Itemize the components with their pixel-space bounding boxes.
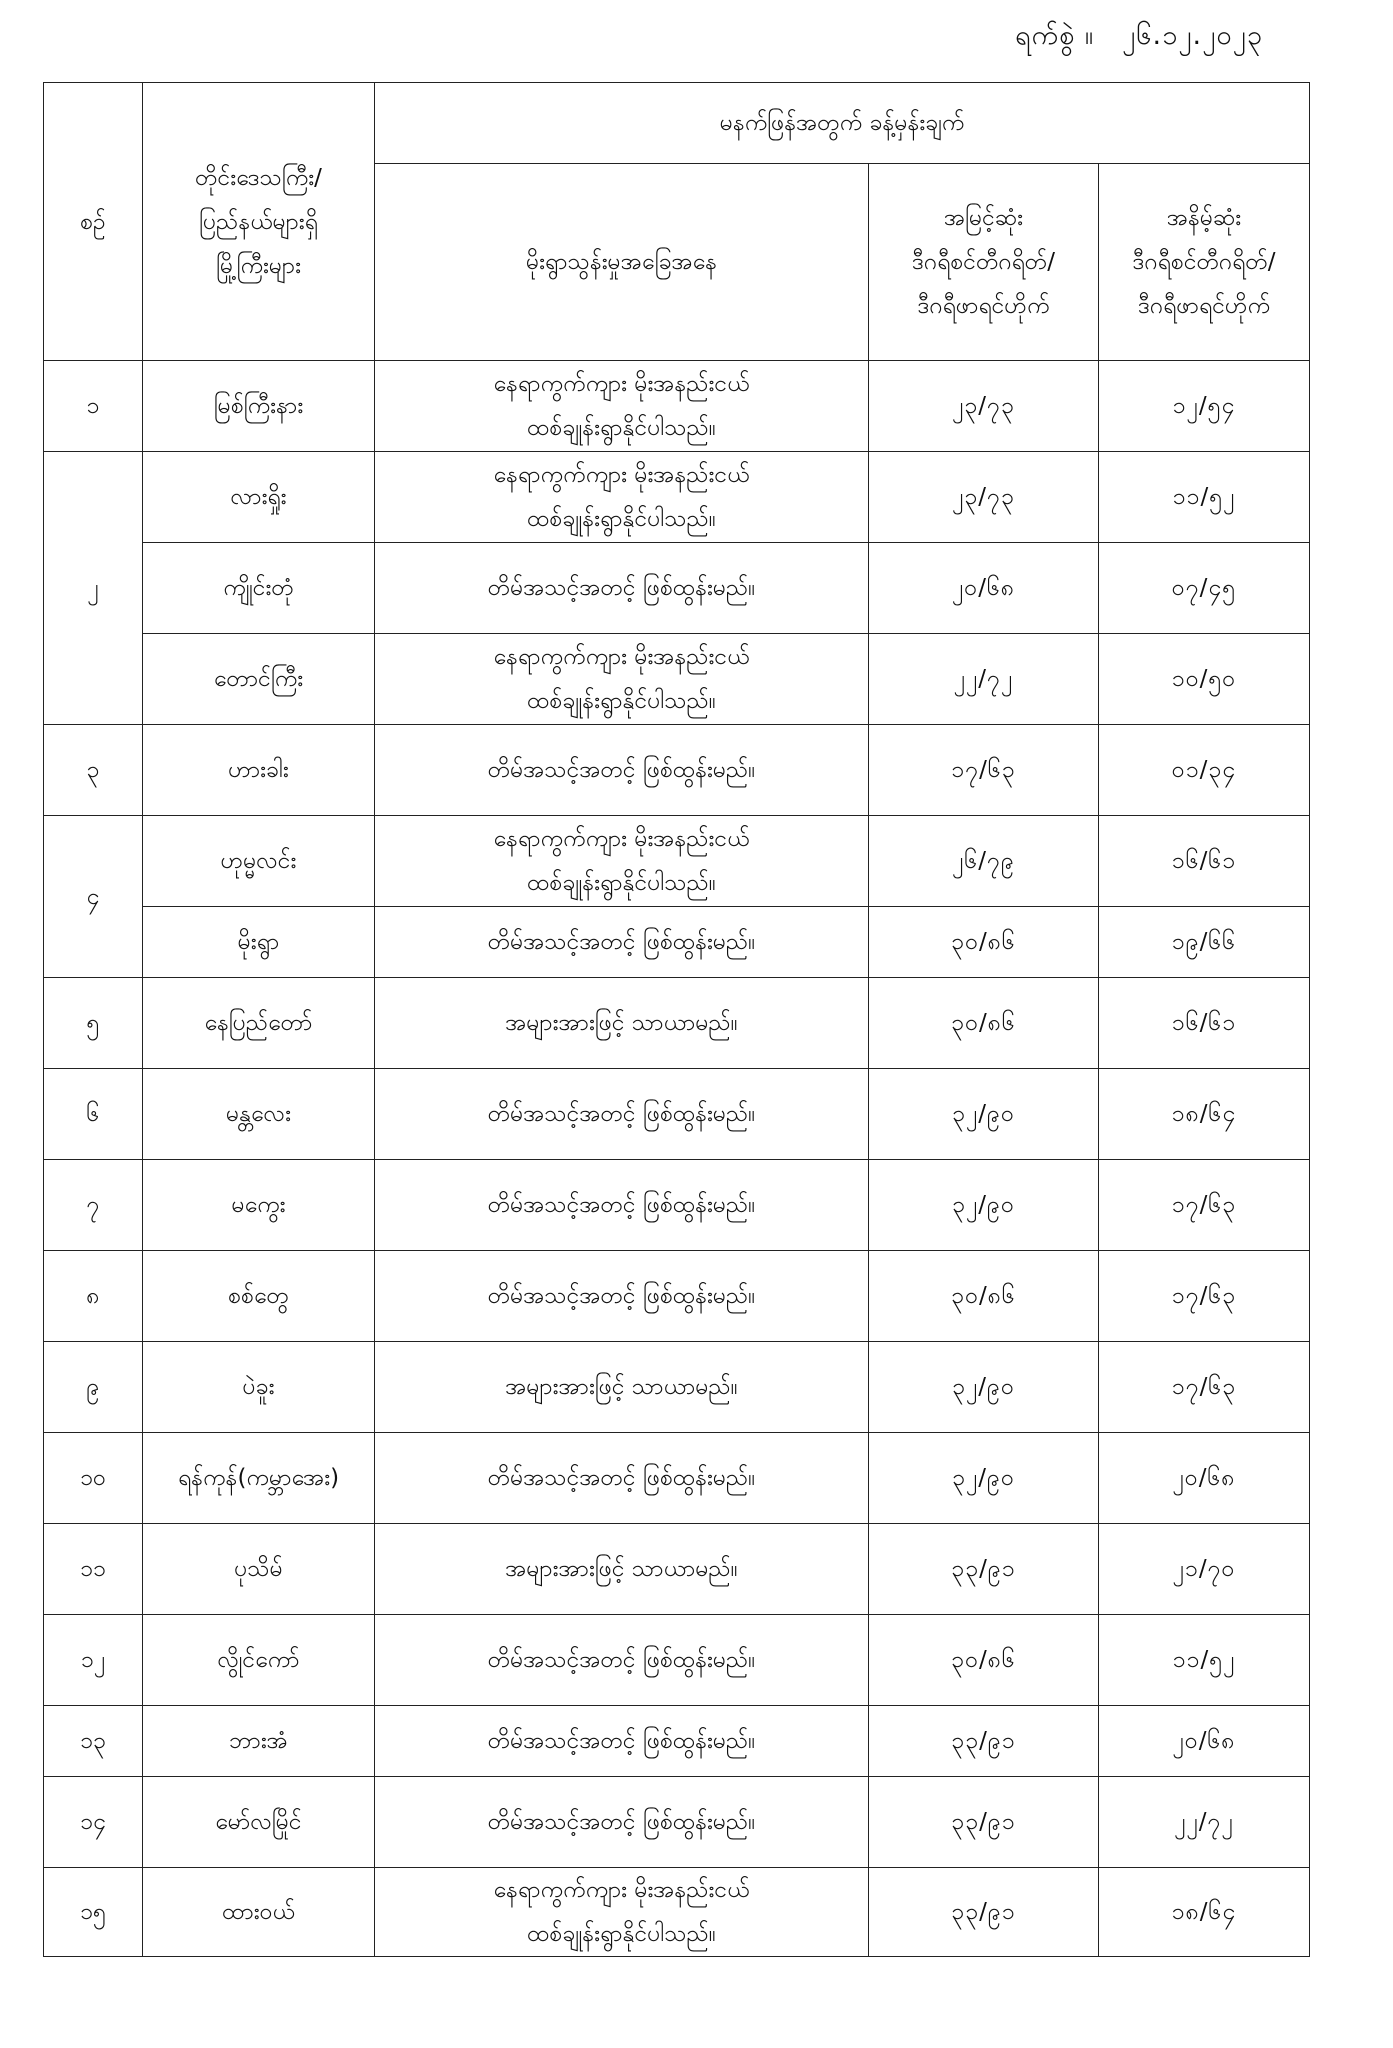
- condition-text: တိမ်အသင့်အတင့် ဖြစ်ထွန်းမည်။: [375, 1615, 869, 1706]
- max-temp: ၂၃/၇၃: [869, 452, 1099, 543]
- max-temp: ၃၂/၉၀: [869, 1342, 1099, 1433]
- condition-text: တိမ်အသင့်အတင့် ဖြစ်ထွန်းမည်။: [375, 1706, 869, 1777]
- header-forecast-group: မနက်ဖြန်အတွက် ခန့်မှန်းချက်: [375, 83, 1310, 164]
- table-row: [44, 1069, 1310, 1160]
- min-temp: ၁၈/၆၄: [1099, 1868, 1310, 1957]
- min-temp: ၁၇/၆၃: [1099, 1342, 1310, 1433]
- max-temp: ၃၃/၉၁: [869, 1524, 1099, 1615]
- min-temp: ၁၈/၆၄: [1099, 1069, 1310, 1160]
- condition-text: နေရာကွက်ကျား မိုးအနည်းငယ် ထစ်ချုန်းရွာနိုင်ပါသည်။: [375, 452, 869, 543]
- condition-text: တိမ်အသင့်အတင့် ဖြစ်ထွန်းမည်။: [375, 1160, 869, 1251]
- city-name: ပုသိမ်: [143, 1524, 375, 1615]
- table-row: [44, 1160, 1310, 1251]
- max-temp: ၃၂/၉၀: [869, 1433, 1099, 1524]
- table-row: [44, 452, 1310, 543]
- row-number: ၇: [44, 1160, 143, 1251]
- min-temp: ၁၉/၆၆: [1099, 907, 1310, 978]
- table-row: [44, 1615, 1310, 1706]
- condition-text: တိမ်အသင့်အတင့် ဖြစ်ထွန်းမည်။: [375, 1777, 869, 1868]
- city-name: ဟုမ္မလင်း: [143, 816, 375, 907]
- row-number: ၂: [44, 452, 143, 725]
- max-temp: ၂၀/၆၈: [869, 543, 1099, 634]
- header-condition: မိုးရွာသွန်းမှုအခြေအနေ: [375, 164, 869, 361]
- condition-text: အများအားဖြင့် သာယာမည်။: [375, 1342, 869, 1433]
- max-temp: ၂၆/၇၉: [869, 816, 1099, 907]
- condition-text: တိမ်အသင့်အတင့် ဖြစ်ထွန်းမည်။: [375, 1069, 869, 1160]
- table-row: [44, 725, 1310, 816]
- min-temp: ၁၇/၆၃: [1099, 1251, 1310, 1342]
- city-name: မိုးရွာ: [143, 907, 375, 978]
- min-temp: ၁၆/၆၁: [1099, 816, 1310, 907]
- city-name: မန္တလေး: [143, 1069, 375, 1160]
- condition-text: တိမ်အသင့်အတင့် ဖြစ်ထွန်းမည်။: [375, 907, 869, 978]
- forecast-table: [43, 82, 1310, 1957]
- min-temp: ၂၁/၇၀: [1099, 1524, 1310, 1615]
- condition-text: နေရာကွက်ကျား မိုးအနည်းငယ် ထစ်ချုန်းရွာနိုင်ပါသည်။: [375, 634, 869, 725]
- condition-text: တိမ်အသင့်အတင့် ဖြစ်ထွန်းမည်။: [375, 725, 869, 816]
- row-number: ၉: [44, 1342, 143, 1433]
- row-number: ၁၃: [44, 1706, 143, 1777]
- max-temp: ၃၀/၈၆: [869, 1251, 1099, 1342]
- table-row: [44, 1868, 1310, 1957]
- city-name: မကွေး: [143, 1160, 375, 1251]
- condition-text: တိမ်အသင့်အတင့် ဖြစ်ထွန်းမည်။: [375, 543, 869, 634]
- max-temp: ၃၀/၈၆: [869, 907, 1099, 978]
- table-row: [44, 1433, 1310, 1524]
- city-name: ထားဝယ်: [143, 1868, 375, 1957]
- city-name: စစ်တွေ: [143, 1251, 375, 1342]
- date-label: ရက်စွဲ ။: [1015, 20, 1095, 51]
- condition-text: အများအားဖြင့် သာယာမည်။: [375, 978, 869, 1069]
- city-name: ဟားခါး: [143, 725, 375, 816]
- min-temp: ၁၂/၅၄: [1099, 361, 1310, 452]
- row-number: ၁: [44, 361, 143, 452]
- max-temp: ၃၀/၈၆: [869, 978, 1099, 1069]
- max-temp: ၁၇/၆၃: [869, 725, 1099, 816]
- row-number: ၁၂: [44, 1615, 143, 1706]
- row-number: ၁၁: [44, 1524, 143, 1615]
- city-name: တောင်ကြီး: [143, 634, 375, 725]
- min-temp: ၀၇/၄၅: [1099, 543, 1310, 634]
- table-row: [44, 543, 1310, 634]
- row-number: ၃: [44, 725, 143, 816]
- row-number: ၄: [44, 816, 143, 978]
- table-row: [44, 1524, 1310, 1615]
- row-number: ၁၀: [44, 1433, 143, 1524]
- city-name: မော်လမြိုင်: [143, 1777, 375, 1868]
- row-number: ၅: [44, 978, 143, 1069]
- row-number: ၁၅: [44, 1868, 143, 1957]
- row-number: ၆: [44, 1069, 143, 1160]
- min-temp: ၁၆/၆၁: [1099, 978, 1310, 1069]
- min-temp: ၁၇/၆၃: [1099, 1160, 1310, 1251]
- min-temp: ၀၁/၃၄: [1099, 725, 1310, 816]
- max-temp: ၂၂/၇၂: [869, 634, 1099, 725]
- min-temp: ၁၁/၅၂: [1099, 452, 1310, 543]
- max-temp: ၃၀/၈၆: [869, 1615, 1099, 1706]
- min-temp: ၁၁/၅၂: [1099, 1615, 1310, 1706]
- max-temp: ၃၂/၉၀: [869, 1160, 1099, 1251]
- table-row: [44, 1251, 1310, 1342]
- min-temp: ၁၀/၅၀: [1099, 634, 1310, 725]
- condition-text: တိမ်အသင့်အတင့် ဖြစ်ထွန်းမည်။: [375, 1433, 869, 1524]
- city-name: ရန်ကုန်(ကမ္ဘာအေး): [143, 1433, 375, 1524]
- row-number: ၈: [44, 1251, 143, 1342]
- condition-text: နေရာကွက်ကျား မိုးအနည်းငယ် ထစ်ချုန်းရွာနိုင်ပါသည်။: [375, 361, 869, 452]
- table-row: [44, 816, 1310, 907]
- max-temp: ၃၂/၉၀: [869, 1069, 1099, 1160]
- max-temp: ၃၃/၉၁: [869, 1706, 1099, 1777]
- condition-text: နေရာကွက်ကျား မိုးအနည်းငယ် ထစ်ချုန်းရွာနိုင်ပါသည်။: [375, 816, 869, 907]
- header-region: တိုင်းဒေသကြီး/ ပြည်နယ်များရှိ မြို့ကြီးများ: [143, 83, 375, 361]
- city-name: မြစ်ကြီးနား: [143, 361, 375, 452]
- date-value: ၂၆.၁၂.၂၀၂၃: [1122, 20, 1263, 51]
- city-name: ပဲခူး: [143, 1342, 375, 1433]
- table-row: [44, 1706, 1310, 1777]
- city-name: လားရှိုး: [143, 452, 375, 543]
- row-number: ၁၄: [44, 1777, 143, 1868]
- header-no: စဉ်: [44, 83, 143, 361]
- header-min-temp: အနိမ့်ဆုံး ဒီဂရီစင်တီဂရိတ်/ ဒီဂရီဖာရင်ဟိုက်: [1099, 164, 1310, 361]
- table-row: [44, 361, 1310, 452]
- date-line: [1015, 18, 1263, 58]
- table-row: [44, 1777, 1310, 1868]
- max-temp: ၃၃/၉၁: [869, 1868, 1099, 1957]
- table-row: [44, 634, 1310, 725]
- city-name: နေပြည်တော်: [143, 978, 375, 1069]
- city-name: ကျိုင်းတုံ: [143, 543, 375, 634]
- max-temp: ၃၃/၉၁: [869, 1777, 1099, 1868]
- table-row: [44, 1342, 1310, 1433]
- condition-text: နေရာကွက်ကျား မိုးအနည်းငယ် ထစ်ချုန်းရွာနိုင်ပါသည်။: [375, 1868, 869, 1957]
- max-temp: ၂၃/၇၃: [869, 361, 1099, 452]
- city-name: ဘားအံ: [143, 1706, 375, 1777]
- table-row: [44, 907, 1310, 978]
- condition-text: တိမ်အသင့်အတင့် ဖြစ်ထွန်းမည်။: [375, 1251, 869, 1342]
- condition-text: အများအားဖြင့် သာယာမည်။: [375, 1524, 869, 1615]
- min-temp: ၂၂/၇၂: [1099, 1777, 1310, 1868]
- city-name: လွိုင်ကော်: [143, 1615, 375, 1706]
- header-max-temp: အမြင့်ဆုံး ဒီဂရီစင်တီဂရိတ်/ ဒီဂရီဖာရင်ဟိုက်: [869, 164, 1099, 361]
- min-temp: ၂၀/၆၈: [1099, 1706, 1310, 1777]
- min-temp: ၂၀/၆၈: [1099, 1433, 1310, 1524]
- table-row: [44, 978, 1310, 1069]
